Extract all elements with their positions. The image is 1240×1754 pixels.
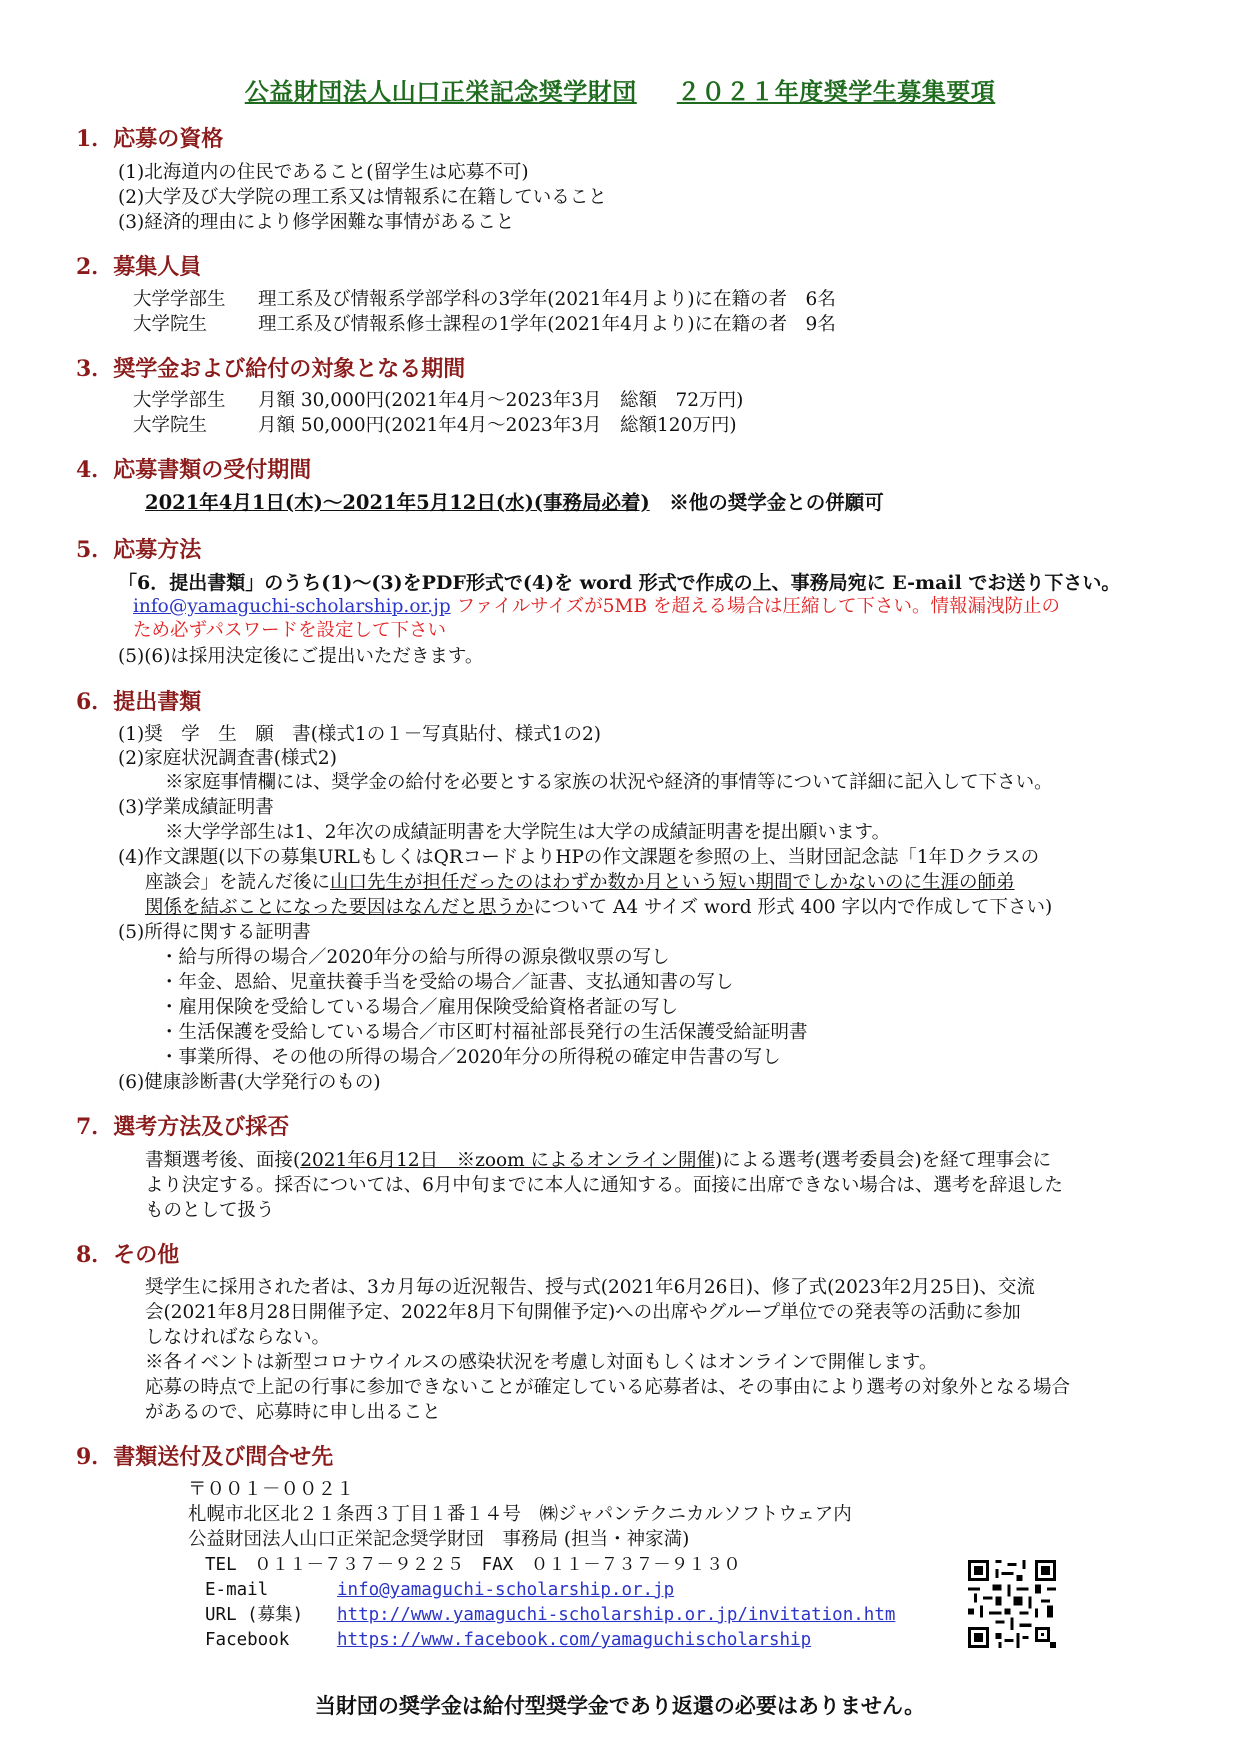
selection-text-post: )による選考(選考委員会)を経て理事会に	[715, 1150, 1052, 1171]
recruitment-row-grad-label: 大学院生	[133, 314, 208, 335]
document-item-4-line-1: (4)作文課題(以下の募集URLもしくはQRコードよりHPの作文課題を参照の上、当財団記念誌「1年Ｄクラスの	[118, 847, 1040, 868]
amount-row-grad-text: 月額 50,000円(2021年4月～2023年3月 総額120万円)	[258, 415, 737, 436]
other-line-4: ※各イベントは新型コロナウイルスの感染状況を考慮し対面もしくはオンラインで開催します。	[145, 1352, 938, 1373]
other-line-6: があるので、応募時に申し出ること	[145, 1402, 441, 1423]
concurrent-application-note: ※他の奨学金との併願可	[669, 491, 884, 514]
method-note-5-6: (5)(6)は採用決定後にご提出いただきます。	[118, 646, 484, 667]
income-proof-item-2: ・年金、恩給、児童扶養手当を受給の場合／証書、支払通知書の写し	[160, 972, 734, 993]
document-item-2: (2)家庭状況調査書(様式2)	[118, 748, 337, 769]
method-email-link[interactable]: info@yamaguchi-scholarship.or.jp	[133, 596, 451, 617]
document-item-3: (3)学業成績証明書	[118, 797, 274, 818]
method-email-line	[133, 594, 1060, 620]
contact-url-label: URL (募集)	[205, 1605, 304, 1625]
selection-line-3: ものとして扱う	[145, 1200, 275, 1221]
contact-office: 公益財団法人山口正栄記念奨学財団 事務局 (担当・神家満)	[188, 1529, 690, 1550]
document-item-4-line-3	[145, 895, 1052, 921]
contact-facebook-link[interactable]: https://www.facebook.com/yamaguchischolarship	[337, 1630, 812, 1650]
footer-no-repayment-note: 当財団の奨学金は給付型奨学金であり返還の必要はありません。	[314, 1693, 926, 1718]
qr-code-image[interactable]	[968, 1560, 1056, 1648]
income-proof-item-3: ・雇用保険を受給している場合／雇用保険受給資格者証の写し	[160, 997, 679, 1018]
application-period: 2021年4月1日(木)～2021年5月12日(水)(事務局必着)	[145, 491, 650, 514]
section-heading-selection: 7．選考方法及び採否	[76, 1114, 290, 1140]
contact-facebook-label: Facebook	[205, 1630, 290, 1650]
title-doc: ２０２１年度奨学生募集要項	[676, 77, 996, 106]
essay-topic-part-1: 山口先生が担任だったのはわずか数か月という短い期間でしかないのに生涯の師弟	[330, 872, 1015, 893]
essay-text-plain: 座談会」を読んだ後に	[145, 872, 331, 893]
application-period-line	[145, 490, 884, 516]
selection-line-1	[145, 1148, 1051, 1174]
recruitment-row-undergrad-text: 理工系及び情報系学部学科の3学年(2021年4月より)に在籍の者 6名	[258, 289, 836, 310]
other-line-1: 奨学生に採用された者は、3カ月毎の近況報告、授与式(2021年6月26日)、修了式(2023年2月25日)、交流	[145, 1277, 1035, 1298]
essay-requirements: について A4 サイズ word 形式 400 字以内で作成して下さい)	[533, 897, 1053, 918]
section-heading-eligibility: 1．応募の資格	[76, 126, 224, 152]
method-instruction: 「6．提出書類」のうち(1)～(3)をPDF形式で(4)を word 形式で作成の上、事務局宛に E-mail でお送り下さい。	[118, 572, 1121, 594]
eligibility-item-1: (1)北海道内の住民であること(留学生は応募不可)	[118, 162, 529, 183]
file-size-warning: ファイルサイズが5MB を超える場合は圧縮して下さい。情報漏洩防止の	[456, 596, 1060, 617]
income-proof-item-5: ・事業所得、その他の所得の場合／2020年分の所得税の確定申告書の写し	[160, 1047, 781, 1068]
document-item-4-line-2	[145, 870, 1015, 896]
document-item-6: (6)健康診断書(大学発行のもの)	[118, 1072, 381, 1093]
page-title	[0, 72, 1240, 107]
password-warning: ため必ずパスワードを設定して下さい	[133, 620, 447, 641]
contact-tel-fax: TEL ０１１－７３７－９２２５ FAX ０１１－７３７－９１３０	[205, 1555, 741, 1575]
section-heading-other: 8．その他	[76, 1242, 180, 1268]
amount-row-undergrad-text: 月額 30,000円(2021年4月～2023年3月 総額 72万円)	[258, 390, 744, 411]
contact-email-label: E-mail	[205, 1580, 269, 1600]
document-item-3-note: ※大学学部生は1、2年次の成績証明書を大学院生は大学の成績証明書を提出願います。	[165, 822, 891, 843]
section-heading-application-method: 5．応募方法	[76, 537, 202, 563]
document-item-1: (1)奨 学 生 願 書(様式1の１－写真貼付、様式1の2)	[118, 724, 601, 745]
title-org: 公益財団法人山口正栄記念奨学財団	[244, 77, 637, 106]
other-line-3: しなければならない。	[145, 1327, 331, 1348]
selection-line-2: より決定する。採否については、6月中旬までに本人に通知する。面接に出席できない場合は、選考を辞退した	[145, 1175, 1063, 1196]
selection-text-pre: 書類選考後、面接(	[145, 1150, 301, 1171]
eligibility-item-3: (3)経済的理由により修学困難な事情があること	[118, 212, 515, 233]
section-heading-application-period: 4．応募書類の受付期間	[76, 457, 312, 483]
section-heading-scholarship-amount: 3．奨学金および給付の対象となる期間	[76, 356, 466, 382]
recruitment-row-grad-text: 理工系及び情報系修士課程の1学年(2021年4月より)に在籍の者 9名	[258, 314, 836, 335]
section-heading-documents: 6．提出書類	[76, 689, 202, 715]
amount-row-grad-label: 大学院生	[133, 415, 208, 436]
document-item-5: (5)所得に関する証明書	[118, 922, 311, 943]
contact-zip: 〒００１－００２１	[188, 1479, 355, 1500]
income-proof-item-4: ・生活保護を受給している場合／市区町村福祉部長発行の生活保護受給証明書	[160, 1022, 808, 1043]
eligibility-item-2: (2)大学及び大学院の理工系又は情報系に在籍していること	[118, 187, 607, 208]
income-proof-item-1: ・給与所得の場合／2020年分の給与所得の源泉徴収票の写し	[160, 947, 670, 968]
other-line-5: 応募の時点で上記の行事に参加できないことが確定している応募者は、その事由により選考の対象外となる場合	[145, 1377, 1071, 1398]
contact-address: 札幌市北区北２１条西３丁目１番１４号 ㈱ジャパンテクニカルソフトウェア内	[188, 1504, 852, 1525]
essay-topic-part-2: 関係を結ぶことになった要因はなんだと思うか	[145, 897, 534, 918]
recruitment-row-undergrad-label: 大学学部生	[133, 289, 226, 310]
interview-date: 2021年6月12日 ※zoom によるオンライン開催	[300, 1150, 716, 1171]
section-heading-recruitment: 2．募集人員	[76, 254, 202, 280]
document-item-2-note: ※家庭事情欄には、奨学金の給付を必要とする家族の状況や経済的事情等について詳細に記入して下さい。	[165, 772, 1053, 793]
contact-email-link[interactable]: info@yamaguchi-scholarship.or.jp	[337, 1580, 675, 1600]
other-line-2: 会(2021年8月28日開催予定、2022年8月下旬開催予定)への出席やグループ単位での発表等の活動に参加	[145, 1302, 1021, 1323]
amount-row-undergrad-label: 大学学部生	[133, 390, 226, 411]
section-heading-contact: 9．書類送付及び問合せ先	[76, 1444, 334, 1470]
contact-url-link[interactable]: http://www.yamaguchi-scholarship.or.jp/invitation.htm	[337, 1605, 896, 1625]
